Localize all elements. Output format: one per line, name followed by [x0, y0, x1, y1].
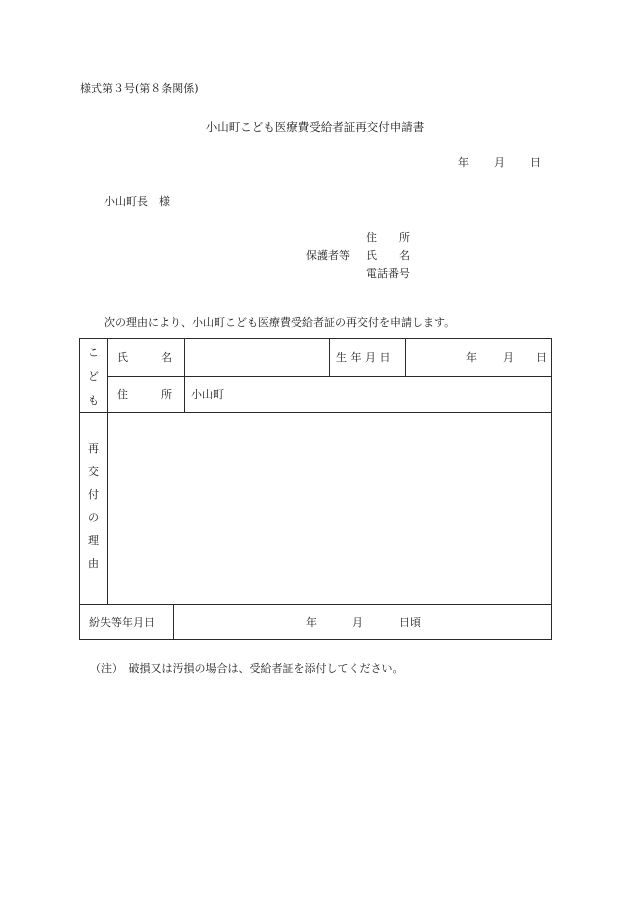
col-divider-birth-value — [405, 339, 406, 376]
child-address-field[interactable]: 小山町 — [191, 388, 224, 401]
child-name-field[interactable] — [192, 352, 322, 366]
birth-month-label: 月 — [503, 351, 514, 364]
reason-char: 再 — [88, 442, 99, 455]
reason-char: の — [88, 511, 99, 524]
birth-day-label: 日 — [536, 351, 547, 364]
lost-day-label: 日頃 — [399, 616, 421, 629]
addressee: 小山町長 様 — [104, 195, 170, 208]
child-group-label — [85, 347, 102, 406]
applicant-address-label: 住 所 — [366, 231, 410, 244]
applicant-phone-label: 電話番号 — [366, 267, 410, 280]
applicant-name-label: 氏 名 — [366, 249, 410, 262]
reason-char: 交 — [88, 465, 99, 478]
child-name-label: 氏 名 — [117, 351, 172, 364]
footnote: （注） 破損又は汚損の場合は、受給者証を添付してください。 — [90, 662, 404, 675]
reason-char: 付 — [88, 488, 99, 501]
reason-field[interactable] — [115, 419, 545, 597]
col-divider-birth-label — [329, 339, 330, 376]
application-statement: 次の理由により、小山町こども医療費受給者証の再交付を申請します。 — [104, 316, 456, 329]
lost-year-label: 年 — [306, 616, 317, 629]
date-month-label: 月 — [494, 156, 505, 169]
child-char: こ — [88, 346, 99, 359]
col-divider-reason — [107, 412, 108, 604]
reason-char: 由 — [88, 557, 99, 570]
application-date — [458, 157, 541, 168]
col-divider-label — [184, 339, 185, 412]
form-number: 様式第３号(第８条関係) — [80, 82, 199, 95]
reason-label — [85, 443, 102, 569]
document-title: 小山町こども医療費受給者証再交付申請書 — [205, 120, 425, 134]
lost-date-label: 紛失等年月日 — [89, 616, 155, 629]
child-char: ど — [88, 370, 99, 383]
birth-year-label: 年 — [466, 351, 477, 364]
row-divider-2 — [80, 412, 552, 413]
child-address-label: 住 所 — [117, 388, 172, 401]
birthdate-label: 生 年 月 日 — [336, 351, 391, 364]
child-char: も — [88, 394, 99, 407]
col-divider-lost — [173, 604, 174, 640]
col-divider-child — [107, 339, 108, 412]
date-day-label: 日 — [530, 156, 541, 169]
date-year-label: 年 — [458, 156, 469, 169]
applicant-role: 保護者等 — [306, 249, 350, 262]
row-divider-1 — [107, 376, 552, 377]
reason-char: 理 — [88, 534, 99, 547]
row-divider-3 — [80, 604, 552, 605]
application-table — [79, 338, 552, 640]
lost-month-label: 月 — [352, 616, 363, 629]
